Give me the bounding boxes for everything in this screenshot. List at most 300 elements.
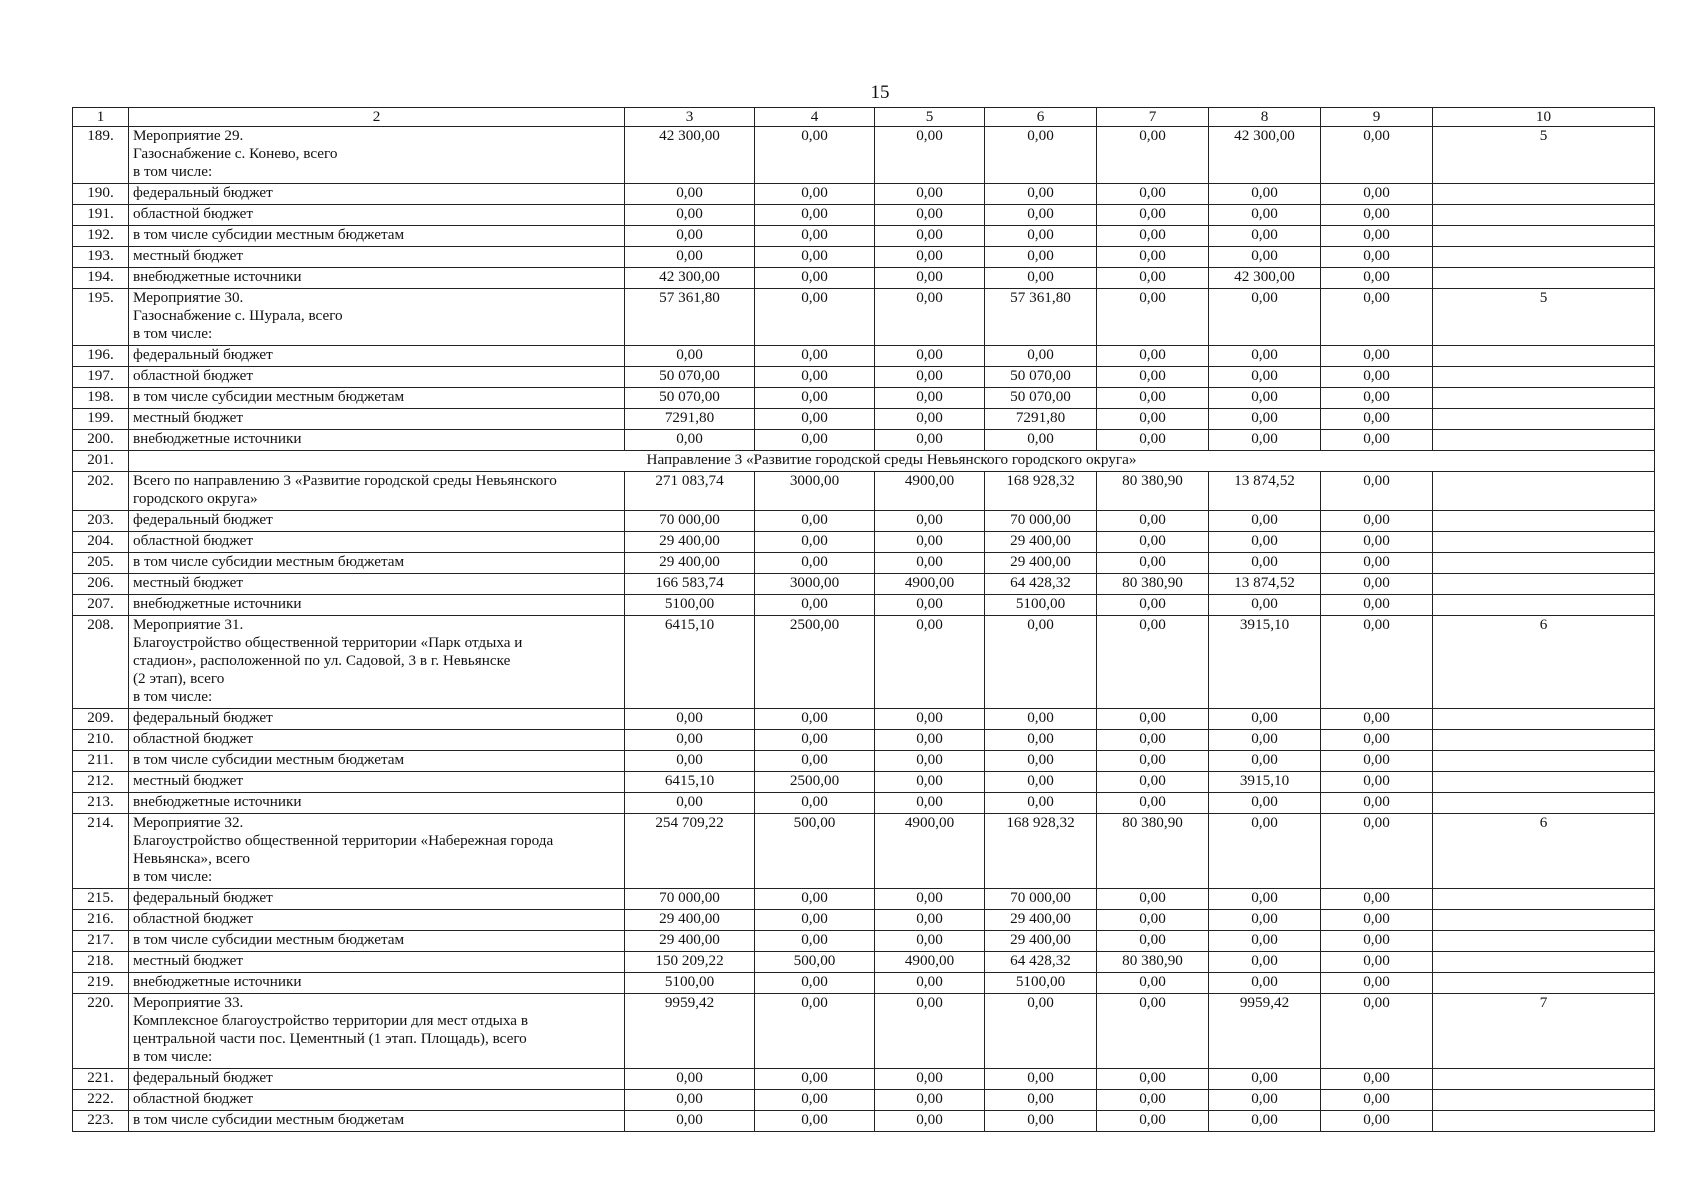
amount-cell: 0,00 (875, 553, 985, 574)
amount-cell: 80 380,90 (1097, 814, 1209, 889)
amount-cell: 0,00 (985, 247, 1097, 268)
item-name-line: местный бюджет (133, 247, 244, 264)
amount-cell: 0,00 (875, 1090, 985, 1111)
amount-cell: 0,00 (1209, 205, 1321, 226)
amount-cell: 0,00 (1209, 226, 1321, 247)
amount-cell: 0,00 (1209, 346, 1321, 367)
item-name-line: внебюджетные источники (133, 793, 302, 810)
column-header: 4 (755, 108, 875, 127)
amount-cell: 4900,00 (875, 574, 985, 595)
item-name-line: в том числе субсидии местным бюджетам (133, 931, 405, 948)
amount-cell: 0,00 (875, 931, 985, 952)
table-row (73, 616, 1655, 709)
amount-cell: 0,00 (875, 730, 985, 751)
table-row (73, 730, 1655, 751)
amount-cell: 0,00 (1321, 910, 1433, 931)
item-name-line: федеральный бюджет (133, 1069, 273, 1086)
table-row (73, 889, 1655, 910)
amount-cell: 0,00 (1209, 247, 1321, 268)
amount-cell: 9959,42 (625, 994, 755, 1069)
amount-cell: 0,00 (1321, 226, 1433, 247)
table-row (73, 814, 1655, 889)
amount-cell: 0,00 (1209, 430, 1321, 451)
column-header: 2 (129, 108, 625, 127)
amount-cell: 168 928,32 (985, 814, 1097, 889)
amount-cell: 0,00 (755, 430, 875, 451)
amount-cell: 0,00 (1209, 730, 1321, 751)
table-row (73, 451, 1655, 472)
amount-cell: 0,00 (1097, 127, 1209, 184)
item-name-line: местный бюджет (133, 772, 244, 789)
amount-cell: 0,00 (625, 751, 755, 772)
amount-cell: 4900,00 (875, 472, 985, 511)
item-name-line: стадион», расположенной по ул. Садовой, 3 в г. Невьянске (133, 652, 511, 669)
item-name (129, 346, 625, 367)
amount-cell: 3000,00 (755, 574, 875, 595)
item-name (129, 910, 625, 931)
amount-cell: 0,00 (625, 730, 755, 751)
row-number: 191. (73, 205, 129, 226)
amount-cell: 0,00 (1321, 532, 1433, 553)
task-reference-cell: 5 (1433, 289, 1655, 346)
amount-cell: 0,00 (625, 793, 755, 814)
amount-cell: 0,00 (1321, 889, 1433, 910)
amount-cell: 0,00 (1321, 931, 1433, 952)
item-name-line: в том числе: (133, 163, 213, 180)
amount-cell: 42 300,00 (1209, 268, 1321, 289)
amount-cell: 0,00 (1097, 532, 1209, 553)
amount-cell: 0,00 (1321, 127, 1433, 184)
amount-cell: 70 000,00 (985, 511, 1097, 532)
item-name-line: областной бюджет (133, 910, 253, 927)
row-number: 195. (73, 289, 129, 346)
item-name-line: федеральный бюджет (133, 346, 273, 363)
row-number: 200. (73, 430, 129, 451)
amount-cell: 0,00 (985, 1111, 1097, 1132)
item-name (129, 1090, 625, 1111)
item-name-line: внебюджетные источники (133, 595, 302, 612)
item-name-line: местный бюджет (133, 952, 244, 969)
amount-cell: 0,00 (875, 793, 985, 814)
row-number: 205. (73, 553, 129, 574)
amount-cell: 0,00 (1209, 889, 1321, 910)
amount-cell: 5100,00 (985, 595, 1097, 616)
task-reference-cell: 6 (1433, 616, 1655, 709)
item-name-line: центральной части пос. Цементный (1 этап. Площадь), всего (133, 1030, 527, 1047)
amount-cell: 0,00 (1321, 730, 1433, 751)
amount-cell: 0,00 (1209, 952, 1321, 973)
amount-cell: 0,00 (1209, 1111, 1321, 1132)
item-name (129, 616, 625, 709)
amount-cell: 0,00 (755, 751, 875, 772)
amount-cell: 0,00 (1097, 430, 1209, 451)
amount-cell: 0,00 (1097, 889, 1209, 910)
amount-cell: 0,00 (985, 226, 1097, 247)
item-name (129, 709, 625, 730)
amount-cell: 0,00 (1321, 1111, 1433, 1132)
item-name (129, 268, 625, 289)
amount-cell: 0,00 (755, 709, 875, 730)
amount-cell: 0,00 (1209, 793, 1321, 814)
amount-cell: 0,00 (875, 205, 985, 226)
amount-cell: 0,00 (1321, 430, 1433, 451)
table-row (73, 1090, 1655, 1111)
amount-cell: 0,00 (1321, 409, 1433, 430)
table-row (73, 226, 1655, 247)
row-number: 211. (73, 751, 129, 772)
amount-cell: 0,00 (875, 409, 985, 430)
task-reference-cell (1433, 574, 1655, 595)
row-number: 223. (73, 1111, 129, 1132)
amount-cell: 0,00 (755, 127, 875, 184)
task-reference-cell: 5 (1433, 127, 1655, 184)
amount-cell: 50 070,00 (625, 367, 755, 388)
row-number: 218. (73, 952, 129, 973)
table-row (73, 910, 1655, 931)
amount-cell: 0,00 (1097, 409, 1209, 430)
item-name-line: Газоснабжение с. Шурала, всего (133, 307, 343, 324)
table-row (73, 511, 1655, 532)
row-number: 221. (73, 1069, 129, 1090)
amount-cell: 0,00 (1097, 709, 1209, 730)
amount-cell: 6415,10 (625, 772, 755, 793)
item-name (129, 532, 625, 553)
table-row (73, 247, 1655, 268)
amount-cell: 0,00 (875, 289, 985, 346)
task-reference-cell (1433, 388, 1655, 409)
item-name (129, 289, 625, 346)
amount-cell: 168 928,32 (985, 472, 1097, 511)
item-name-line: внебюджетные источники (133, 973, 302, 990)
amount-cell: 0,00 (1097, 205, 1209, 226)
amount-cell: 3915,10 (1209, 616, 1321, 709)
amount-cell: 80 380,90 (1097, 472, 1209, 511)
item-name-line: областной бюджет (133, 1090, 253, 1107)
task-reference-cell (1433, 226, 1655, 247)
amount-cell: 0,00 (985, 709, 1097, 730)
item-name-line: городского округа» (133, 490, 258, 507)
item-name (129, 814, 625, 889)
amount-cell: 0,00 (1321, 346, 1433, 367)
amount-cell: 80 380,90 (1097, 952, 1209, 973)
column-header: 9 (1321, 108, 1433, 127)
amount-cell: 0,00 (1321, 1090, 1433, 1111)
table-row (73, 793, 1655, 814)
item-name-line: Газоснабжение с. Конево, всего (133, 145, 338, 162)
task-reference-cell (1433, 430, 1655, 451)
amount-cell: 0,00 (625, 430, 755, 451)
amount-cell: 70 000,00 (625, 511, 755, 532)
amount-cell: 0,00 (755, 409, 875, 430)
item-name-line: Комплексное благоустройство территории для мест отдыха в (133, 1012, 528, 1029)
row-number: 199. (73, 409, 129, 430)
item-name-line: в том числе субсидии местным бюджетам (133, 553, 405, 570)
task-reference-cell (1433, 973, 1655, 994)
amount-cell: 0,00 (875, 616, 985, 709)
amount-cell: 0,00 (755, 793, 875, 814)
amount-cell: 0,00 (1097, 1069, 1209, 1090)
amount-cell: 0,00 (1321, 289, 1433, 346)
column-header: 10 (1433, 108, 1655, 127)
amount-cell: 271 083,74 (625, 472, 755, 511)
amount-cell: 7291,80 (985, 409, 1097, 430)
table-row (73, 184, 1655, 205)
amount-cell: 0,00 (875, 889, 985, 910)
amount-cell: 0,00 (1209, 289, 1321, 346)
budget-table (72, 107, 1655, 1132)
amount-cell: 0,00 (755, 511, 875, 532)
amount-cell: 0,00 (985, 1069, 1097, 1090)
amount-cell: 0,00 (1097, 751, 1209, 772)
amount-cell: 0,00 (755, 532, 875, 553)
amount-cell: 0,00 (875, 184, 985, 205)
column-header: 7 (1097, 108, 1209, 127)
task-reference-cell (1433, 595, 1655, 616)
row-number: 214. (73, 814, 129, 889)
amount-cell: 0,00 (1097, 553, 1209, 574)
item-name-line: в том числе субсидии местным бюджетам (133, 751, 405, 768)
row-number: 196. (73, 346, 129, 367)
item-name-line: Мероприятие 31. (133, 616, 244, 633)
amount-cell: 4900,00 (875, 952, 985, 973)
task-reference-cell (1433, 1090, 1655, 1111)
amount-cell: 0,00 (875, 346, 985, 367)
column-header: 6 (985, 108, 1097, 127)
amount-cell: 0,00 (985, 772, 1097, 793)
item-name-line: внебюджетные источники (133, 268, 302, 285)
amount-cell: 0,00 (985, 1090, 1097, 1111)
table-row (73, 931, 1655, 952)
amount-cell: 0,00 (985, 994, 1097, 1069)
page-number: 15 (870, 82, 890, 103)
amount-cell: 0,00 (875, 268, 985, 289)
amount-cell: 0,00 (1209, 709, 1321, 730)
task-reference-cell (1433, 346, 1655, 367)
item-name-line: в том числе субсидии местным бюджетам (133, 226, 405, 243)
item-name (129, 973, 625, 994)
amount-cell: 2500,00 (755, 616, 875, 709)
row-number: 194. (73, 268, 129, 289)
row-number: 197. (73, 367, 129, 388)
table-row (73, 367, 1655, 388)
amount-cell: 9959,42 (1209, 994, 1321, 1069)
task-reference-cell (1433, 772, 1655, 793)
amount-cell: 29 400,00 (985, 931, 1097, 952)
amount-cell: 0,00 (1097, 184, 1209, 205)
amount-cell: 5100,00 (625, 595, 755, 616)
task-reference-cell (1433, 184, 1655, 205)
amount-cell: 0,00 (1209, 1090, 1321, 1111)
amount-cell: 0,00 (1209, 910, 1321, 931)
amount-cell: 29 400,00 (985, 532, 1097, 553)
item-name (129, 409, 625, 430)
table-row (73, 709, 1655, 730)
amount-cell: 7291,80 (625, 409, 755, 430)
row-number: 189. (73, 127, 129, 184)
item-name-line: Мероприятие 33. (133, 994, 244, 1011)
row-number: 201. (73, 451, 129, 472)
amount-cell: 0,00 (625, 1090, 755, 1111)
item-name-line: местный бюджет (133, 574, 244, 591)
item-name-line: Благоустройство общественной территории «Набережная города (133, 832, 554, 849)
amount-cell: 500,00 (755, 814, 875, 889)
amount-cell: 0,00 (1097, 247, 1209, 268)
amount-cell: 0,00 (1097, 616, 1209, 709)
amount-cell: 0,00 (1321, 772, 1433, 793)
amount-cell: 29 400,00 (985, 553, 1097, 574)
row-number: 212. (73, 772, 129, 793)
item-name-line: Мероприятие 32. (133, 814, 244, 831)
amount-cell: 0,00 (755, 973, 875, 994)
amount-cell: 0,00 (755, 910, 875, 931)
task-reference-cell (1433, 553, 1655, 574)
item-name (129, 889, 625, 910)
item-name-line: в том числе: (133, 1048, 213, 1065)
task-reference-cell (1433, 793, 1655, 814)
amount-cell: 0,00 (1321, 793, 1433, 814)
amount-cell: 0,00 (1097, 973, 1209, 994)
amount-cell: 6415,10 (625, 616, 755, 709)
table-row (73, 409, 1655, 430)
amount-cell: 0,00 (1097, 793, 1209, 814)
table-row (73, 751, 1655, 772)
row-number: 202. (73, 472, 129, 511)
amount-cell: 3000,00 (755, 472, 875, 511)
amount-cell: 0,00 (875, 388, 985, 409)
amount-cell: 0,00 (875, 973, 985, 994)
table-row (73, 1069, 1655, 1090)
item-name-line: в том числе: (133, 325, 213, 342)
row-number: 219. (73, 973, 129, 994)
amount-cell: 0,00 (875, 1069, 985, 1090)
amount-cell: 0,00 (755, 247, 875, 268)
amount-cell: 0,00 (875, 247, 985, 268)
amount-cell: 0,00 (625, 1069, 755, 1090)
amount-cell: 0,00 (755, 205, 875, 226)
amount-cell: 0,00 (1097, 346, 1209, 367)
amount-cell: 0,00 (1321, 553, 1433, 574)
amount-cell: 50 070,00 (985, 367, 1097, 388)
table-row (73, 127, 1655, 184)
amount-cell: 0,00 (1321, 268, 1433, 289)
item-name (129, 574, 625, 595)
amount-cell: 0,00 (1209, 409, 1321, 430)
amount-cell: 0,00 (1321, 814, 1433, 889)
amount-cell: 50 070,00 (625, 388, 755, 409)
item-name-line: (2 этап), всего (133, 670, 225, 687)
item-name-line: Благоустройство общественной территории «Парк отдыха и (133, 634, 523, 651)
section-heading: Направление 3 «Развитие городской среды Невьянского городского округа» (129, 451, 1655, 472)
column-header: 1 (73, 108, 129, 127)
task-reference-cell (1433, 472, 1655, 511)
item-name-line: областной бюджет (133, 367, 253, 384)
amount-cell: 0,00 (755, 289, 875, 346)
task-reference-cell (1433, 952, 1655, 973)
amount-cell: 50 070,00 (985, 388, 1097, 409)
amount-cell: 0,00 (875, 1111, 985, 1132)
amount-cell: 0,00 (755, 730, 875, 751)
amount-cell: 0,00 (1209, 532, 1321, 553)
task-reference-cell (1433, 931, 1655, 952)
item-name-line: в том числе субсидии местным бюджетам (133, 1111, 405, 1128)
table-row (73, 574, 1655, 595)
amount-cell: 0,00 (755, 553, 875, 574)
item-name (129, 205, 625, 226)
amount-cell: 0,00 (875, 367, 985, 388)
amount-cell: 0,00 (1321, 388, 1433, 409)
amount-cell: 0,00 (1321, 1069, 1433, 1090)
task-reference-cell (1433, 910, 1655, 931)
item-name-line: в том числе субсидии местным бюджетам (133, 388, 405, 405)
amount-cell: 166 583,74 (625, 574, 755, 595)
table-row (73, 205, 1655, 226)
amount-cell: 80 380,90 (1097, 574, 1209, 595)
row-number: 216. (73, 910, 129, 931)
amount-cell: 64 428,32 (985, 952, 1097, 973)
item-name (129, 247, 625, 268)
amount-cell: 0,00 (1097, 994, 1209, 1069)
row-number: 193. (73, 247, 129, 268)
item-name (129, 430, 625, 451)
amount-cell: 29 400,00 (985, 910, 1097, 931)
row-number: 204. (73, 532, 129, 553)
amount-cell: 0,00 (875, 772, 985, 793)
amount-cell: 2500,00 (755, 772, 875, 793)
amount-cell: 0,00 (1209, 553, 1321, 574)
task-reference-cell (1433, 247, 1655, 268)
amount-cell: 42 300,00 (625, 268, 755, 289)
task-reference-cell (1433, 751, 1655, 772)
amount-cell: 0,00 (1097, 910, 1209, 931)
amount-cell: 0,00 (875, 709, 985, 730)
amount-cell: 29 400,00 (625, 910, 755, 931)
item-name-line: областной бюджет (133, 532, 253, 549)
amount-cell: 0,00 (755, 931, 875, 952)
table-row (73, 595, 1655, 616)
amount-cell: 0,00 (1321, 709, 1433, 730)
amount-cell: 0,00 (1321, 973, 1433, 994)
amount-cell: 0,00 (875, 226, 985, 247)
amount-cell: 0,00 (875, 430, 985, 451)
amount-cell: 0,00 (1097, 595, 1209, 616)
amount-cell: 150 209,22 (625, 952, 755, 973)
amount-cell: 0,00 (1097, 511, 1209, 532)
column-header: 8 (1209, 108, 1321, 127)
row-number: 217. (73, 931, 129, 952)
amount-cell: 0,00 (985, 205, 1097, 226)
item-name-line: Мероприятие 29. (133, 127, 244, 144)
column-header: 3 (625, 108, 755, 127)
amount-cell: 5100,00 (625, 973, 755, 994)
item-name (129, 751, 625, 772)
amount-cell: 4900,00 (875, 814, 985, 889)
amount-cell: 0,00 (755, 595, 875, 616)
amount-cell: 0,00 (755, 1090, 875, 1111)
amount-cell: 57 361,80 (625, 289, 755, 346)
amount-cell: 0,00 (755, 994, 875, 1069)
amount-cell: 0,00 (985, 430, 1097, 451)
amount-cell: 0,00 (625, 709, 755, 730)
amount-cell: 0,00 (1097, 226, 1209, 247)
item-name (129, 730, 625, 751)
table-row (73, 532, 1655, 553)
item-name (129, 388, 625, 409)
item-name-line: местный бюджет (133, 409, 244, 426)
amount-cell: 0,00 (1321, 574, 1433, 595)
amount-cell: 0,00 (1209, 814, 1321, 889)
amount-cell: 0,00 (1321, 994, 1433, 1069)
amount-cell: 0,00 (1321, 751, 1433, 772)
